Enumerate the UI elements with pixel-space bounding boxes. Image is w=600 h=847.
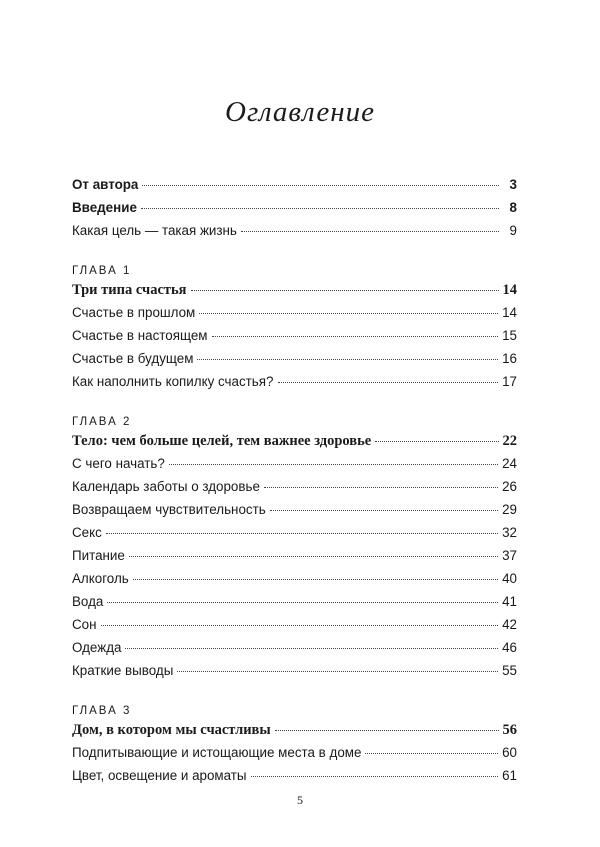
toc-entry-page: 29 <box>502 502 517 517</box>
toc-entry[interactable] <box>72 768 517 791</box>
dot-leader <box>107 602 498 603</box>
toc-entry-label: Счастье в настоящем <box>72 328 208 343</box>
toc-entry-page: 14 <box>502 305 517 320</box>
toc-entry-page: 24 <box>502 456 517 471</box>
chapter-title-entry[interactable] <box>72 433 517 456</box>
toc-entry[interactable] <box>72 456 517 479</box>
toc-entry-page: 16 <box>502 351 517 366</box>
toc-entry-label: Три типа счастья <box>72 282 187 298</box>
dot-leader <box>125 648 498 649</box>
dot-leader <box>129 556 498 557</box>
toc-entry-page: 46 <box>502 640 517 655</box>
toc-entry-label: Питание <box>72 548 125 563</box>
toc-entry[interactable] <box>72 617 517 640</box>
chapter-heading: ГЛАВА 1 <box>72 265 132 277</box>
toc-entry-page: 42 <box>502 617 517 632</box>
toc-entry-label: Счастье в будущем <box>72 351 194 366</box>
toc-entry[interactable] <box>72 594 517 617</box>
toc-entry-page: 8 <box>509 200 517 215</box>
toc-entry[interactable] <box>72 571 517 594</box>
toc-entry-label: Счастье в прошлом <box>72 305 196 320</box>
toc-entry-page: 55 <box>502 663 517 678</box>
toc-entry[interactable] <box>72 305 517 328</box>
dot-leader <box>264 487 498 488</box>
toc-entry-label: Алкоголь <box>72 571 129 586</box>
toc-entry[interactable] <box>72 663 517 686</box>
toc-entry-label: От автора <box>72 177 139 192</box>
toc-entry[interactable] <box>72 745 517 768</box>
toc-entry-label: Краткие выводы <box>72 663 174 678</box>
toc-entry-page: 41 <box>502 594 517 609</box>
toc-entry-from-author[interactable] <box>72 177 517 200</box>
toc-entry-label: Одежда <box>72 640 122 655</box>
toc-entry[interactable] <box>72 502 517 525</box>
toc-entry-label: Возвращаем чувствительность <box>72 502 266 517</box>
toc-entry-page: 32 <box>502 525 517 540</box>
toc-entry-label: Цвет, освещение и ароматы <box>72 768 247 783</box>
toc-entry-page: 61 <box>502 768 517 783</box>
page-number: 5 <box>297 793 303 807</box>
toc-entry[interactable] <box>72 479 517 502</box>
toc-entry-label: Вода <box>72 594 104 609</box>
table-of-contents <box>72 177 517 791</box>
dot-leader <box>199 313 498 314</box>
chapter-title-entry[interactable] <box>72 282 517 305</box>
dot-leader <box>241 231 499 232</box>
toc-entry-label: Как наполнить копилку счастья? <box>72 374 274 389</box>
toc-entry[interactable] <box>72 374 517 397</box>
chapter-heading: ГЛАВА 2 <box>72 416 132 428</box>
toc-entry-page: 60 <box>502 745 517 760</box>
toc-entry[interactable] <box>72 525 517 548</box>
toc-entry-page: 37 <box>502 548 517 563</box>
toc-entry-label: С чего начать? <box>72 456 165 471</box>
toc-entry-label: Подпитывающие и истощающие места в доме <box>72 745 362 760</box>
toc-entry-label: Календарь заботы о здоровье <box>72 479 260 494</box>
dot-leader <box>375 441 498 442</box>
dot-leader <box>169 464 498 465</box>
toc-entry-page: 56 <box>502 722 517 738</box>
toc-entry-label: Дом, в котором мы счастливы <box>72 722 271 738</box>
dot-leader <box>275 730 499 731</box>
chapter-heading: ГЛАВА 3 <box>72 705 132 717</box>
dot-leader <box>270 510 498 511</box>
toc-entry-label: Секс <box>72 525 102 540</box>
toc-entry[interactable] <box>72 328 517 351</box>
chapter-title-entry[interactable] <box>72 722 517 745</box>
toc-entry-page: 9 <box>509 223 517 238</box>
page-title: Оглавление <box>225 96 375 128</box>
toc-entry-introduction[interactable] <box>72 200 517 223</box>
dot-leader <box>191 290 499 291</box>
dot-leader <box>141 208 499 209</box>
toc-entry-label: Какая цель — такая жизнь <box>72 223 237 238</box>
toc-entry-page: 17 <box>502 374 517 389</box>
toc-entry-goal-life[interactable] <box>72 223 517 246</box>
toc-entry[interactable] <box>72 548 517 571</box>
dot-leader <box>177 671 498 672</box>
toc-entry-page: 40 <box>502 571 517 586</box>
toc-entry-label: Введение <box>72 200 137 215</box>
dot-leader <box>133 579 498 580</box>
toc-entry-label: Тело: чем больше целей, тем важнее здоровье <box>72 433 372 449</box>
toc-entry-page: 14 <box>502 282 517 298</box>
toc-entry-page: 22 <box>502 433 517 449</box>
toc-entry-label: Сон <box>72 617 97 632</box>
toc-entry-page: 3 <box>509 177 517 192</box>
toc-entry-page: 15 <box>502 328 517 343</box>
toc-entry-page: 26 <box>502 479 517 494</box>
dot-leader <box>142 185 499 186</box>
dot-leader <box>106 533 498 534</box>
dot-leader <box>251 776 499 777</box>
toc-entry[interactable] <box>72 351 517 374</box>
dot-leader <box>365 753 498 754</box>
toc-entry[interactable] <box>72 640 517 663</box>
dot-leader <box>101 625 499 626</box>
dot-leader <box>278 382 499 383</box>
dot-leader <box>212 336 499 337</box>
dot-leader <box>197 359 498 360</box>
